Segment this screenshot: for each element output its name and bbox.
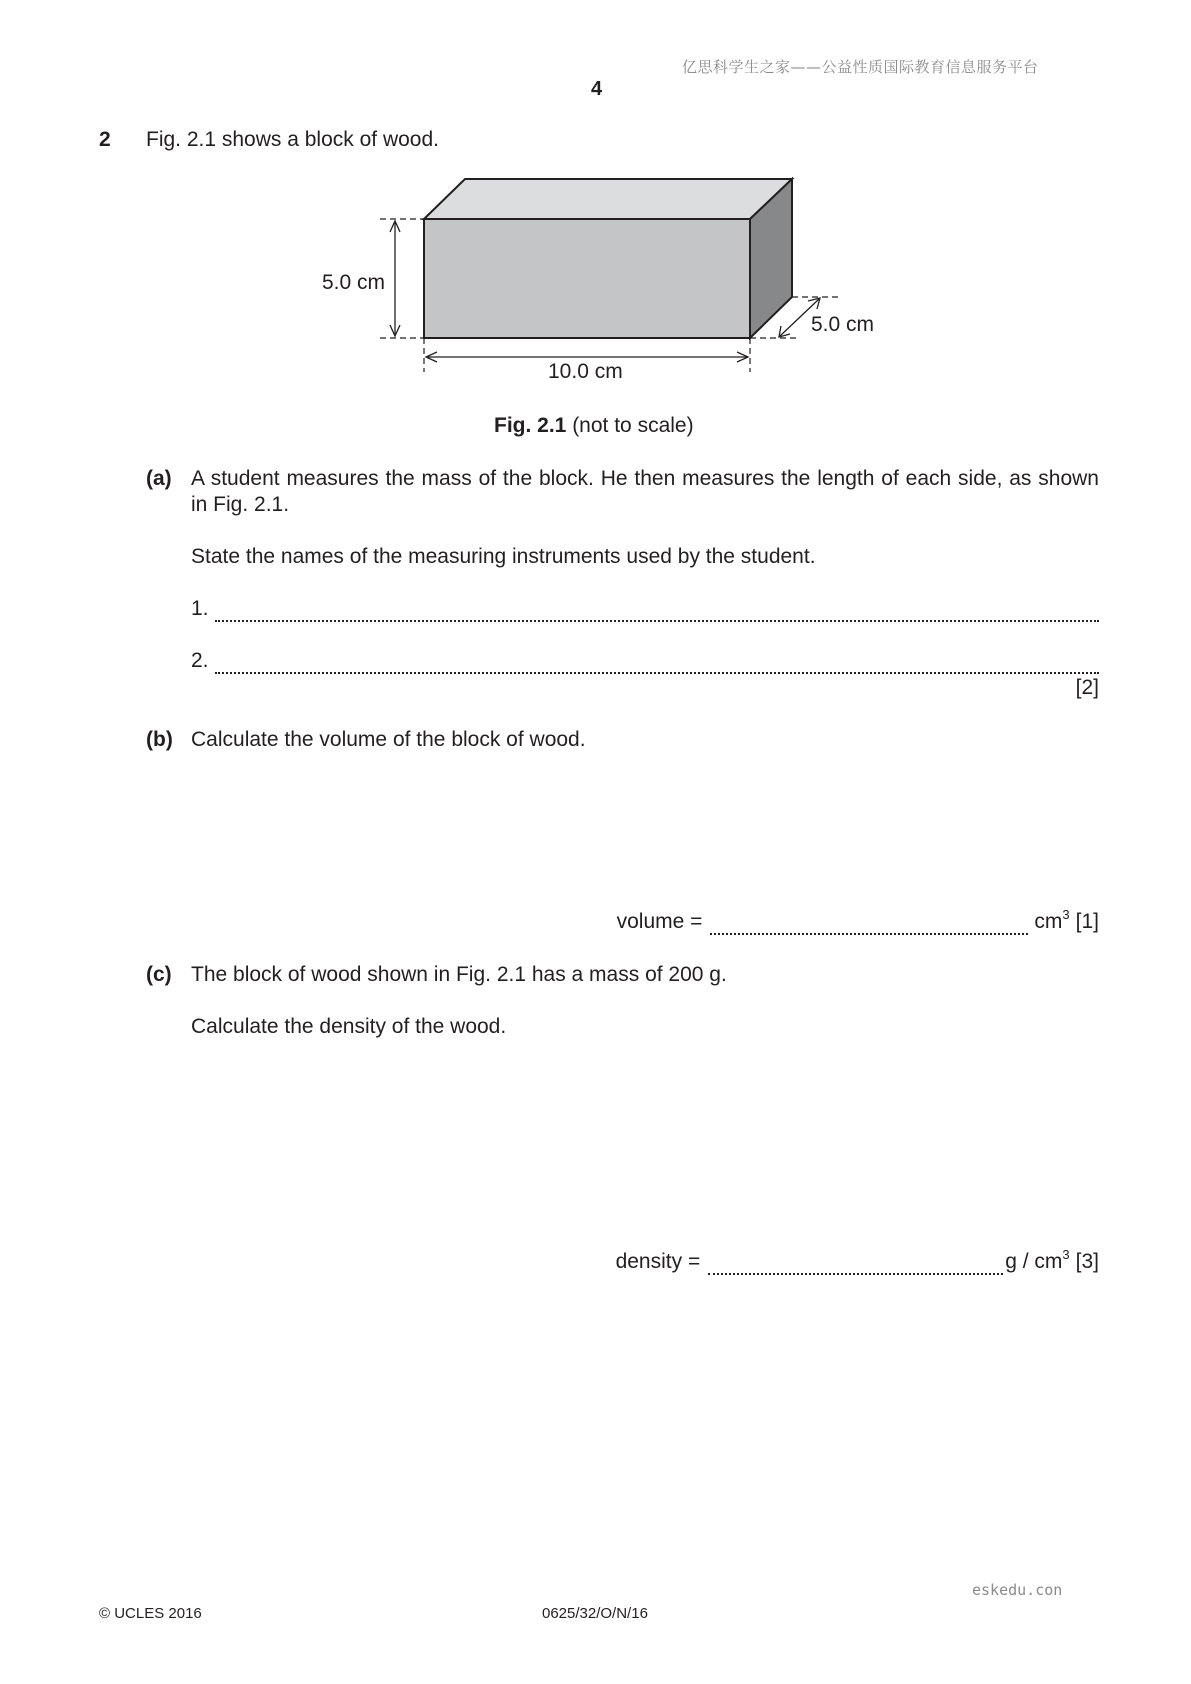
figure-caption	[494, 413, 694, 439]
part-a-text: A student measures the mass of the block. He then measures the length of each side, as shown in Fig. 2.1.	[191, 467, 1099, 516]
watermark-bottom: eskedu.con	[972, 1581, 1063, 1599]
part-c-label: (c)	[146, 963, 172, 986]
part-b-label: (b)	[146, 728, 173, 751]
length-label: 10.0 cm	[548, 360, 623, 383]
block-front-face	[424, 219, 750, 338]
figure-caption-note: (not to scale)	[566, 414, 694, 437]
page-number: 4	[591, 78, 603, 100]
footer-copyright: © UCLES 2016	[99, 1605, 202, 1622]
block-top-face	[424, 179, 792, 219]
answer-line-2[interactable]	[191, 648, 1099, 674]
volume-answer-line[interactable]	[617, 909, 1099, 935]
part-b-marks: [1]	[1075, 910, 1099, 933]
depth-label: 5.0 cm	[811, 313, 875, 336]
part-c-marks: [3]	[1075, 1250, 1099, 1273]
volume-unit: $cm^3$	[1034, 907, 1070, 933]
density-unit: g / $cm^3$	[1005, 1247, 1070, 1273]
footer-paper-code: 0625/32/O/N/16	[542, 1605, 648, 1622]
density-answer-line[interactable]	[616, 1249, 1099, 1275]
height-label: 5.0 cm	[322, 271, 386, 294]
answer-line-1[interactable]	[191, 596, 1099, 622]
part-c-text: The block of wood shown in Fig. 2.1 has a mass of 200 g.	[191, 963, 727, 986]
part-a-marks: [2]	[1075, 676, 1099, 699]
part-c-prompt: Calculate the density of the wood.	[191, 1015, 507, 1038]
part-a-prompt: State the names of the measuring instruments used by the student.	[191, 545, 816, 568]
density-label: density =	[615, 1250, 701, 1273]
watermark-top: 亿思科学生之家——公益性质国际教育信息服务平台	[682, 58, 1039, 76]
part-b-text: Calculate the volume of the block of wood.	[191, 728, 586, 751]
answer-line-2-number: 2.	[191, 649, 209, 672]
answer-line-1-number: 1.	[191, 597, 209, 620]
volume-label: volume =	[616, 910, 703, 933]
part-a-label: (a)	[146, 467, 172, 490]
figure-caption-number: Fig. 2.1	[494, 414, 567, 437]
block-of-wood-figure	[0, 0, 1191, 420]
question-intro: Fig. 2.1 shows a block of wood.	[146, 128, 439, 151]
question-number: 2	[99, 128, 111, 151]
